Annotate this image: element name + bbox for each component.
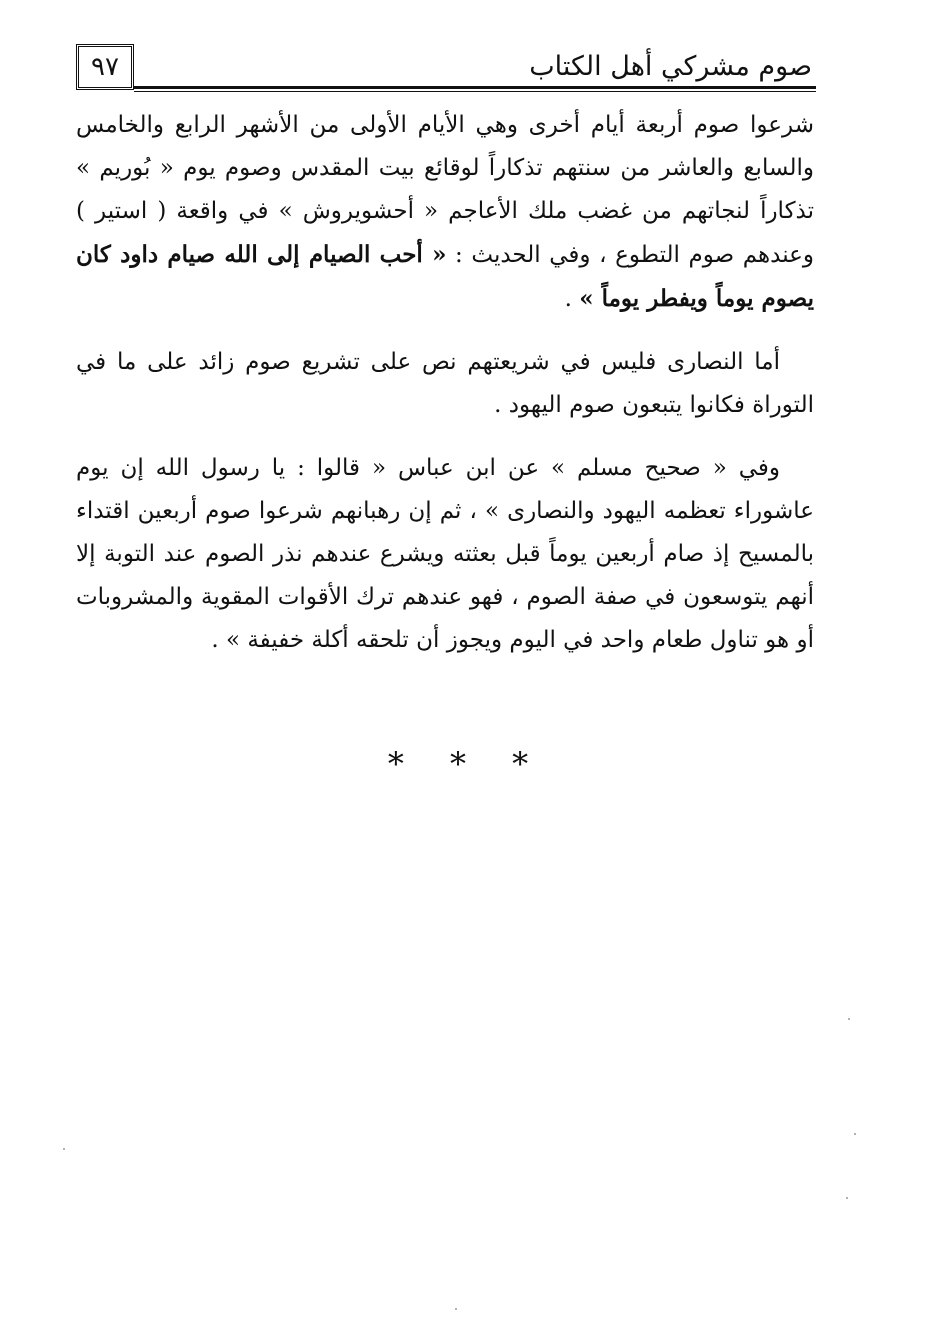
hadith-quote: « أحب الصيام إلى الله صيام داود كان يصوم يوماً ويفطر يوماً » [76, 241, 814, 312]
running-title: صوم مشركي أهل الكتاب [529, 51, 812, 82]
paragraph-fasting-practices [76, 104, 814, 321]
paragraph-text: شرعوا صوم أربعة أيام أخرى وهي الأيام الأولى من الأشهر الرابع والخامس والسابع والعاشر من سنتهم تذكاراً لوقائع بيت المقدس وصوم يوم « بُوريم » تذكاراً لنجاتهم من غضب ملك الأعاجم « أحشويروش » في واقعة ( استير ) وعندهم صوم التطوع ، وفي الحديث : [76, 112, 814, 268]
paragraph-sahih-muslim: وفي « صحيح مسلم » عن ابن عباس « قالوا : يا رسول الله إن يوم عاشوراء تعظمه اليهود والنصارى » ، ثم إن رهبانهم شرعوا صوم أربعين اقتداء بالمسيح إذ صام أربعين يوماً قبل بعثته ويشرع عندهم نذر الصوم عند التوبة إلا أنهم يتوسعون في صفة الصوم ، فهو عندهم ترك الأقوات المقوية والمشروبات أو هو تناول طعام واحد في اليوم ويجوز أن تلحقه أكلة خفيفة » . [76, 455, 814, 653]
header-rule [134, 86, 816, 92]
paragraph-christian-fasting: أما النصارى فليس في شريعتهم نص على تشريع صوم زائد على ما في التوراة فكانوا يتبعون صوم اليهود . [76, 349, 814, 418]
section-separator: * * * [387, 745, 547, 783]
scan-speck [846, 1197, 848, 1199]
paragraph-ending: . [564, 286, 580, 312]
page-number: ٩٧ [76, 44, 134, 90]
scan-speck [455, 1308, 457, 1310]
scan-speck [854, 1133, 856, 1135]
page-body [76, 104, 814, 662]
scan-speck [848, 1018, 850, 1020]
scan-speck [63, 1148, 65, 1150]
page-header [76, 44, 816, 96]
